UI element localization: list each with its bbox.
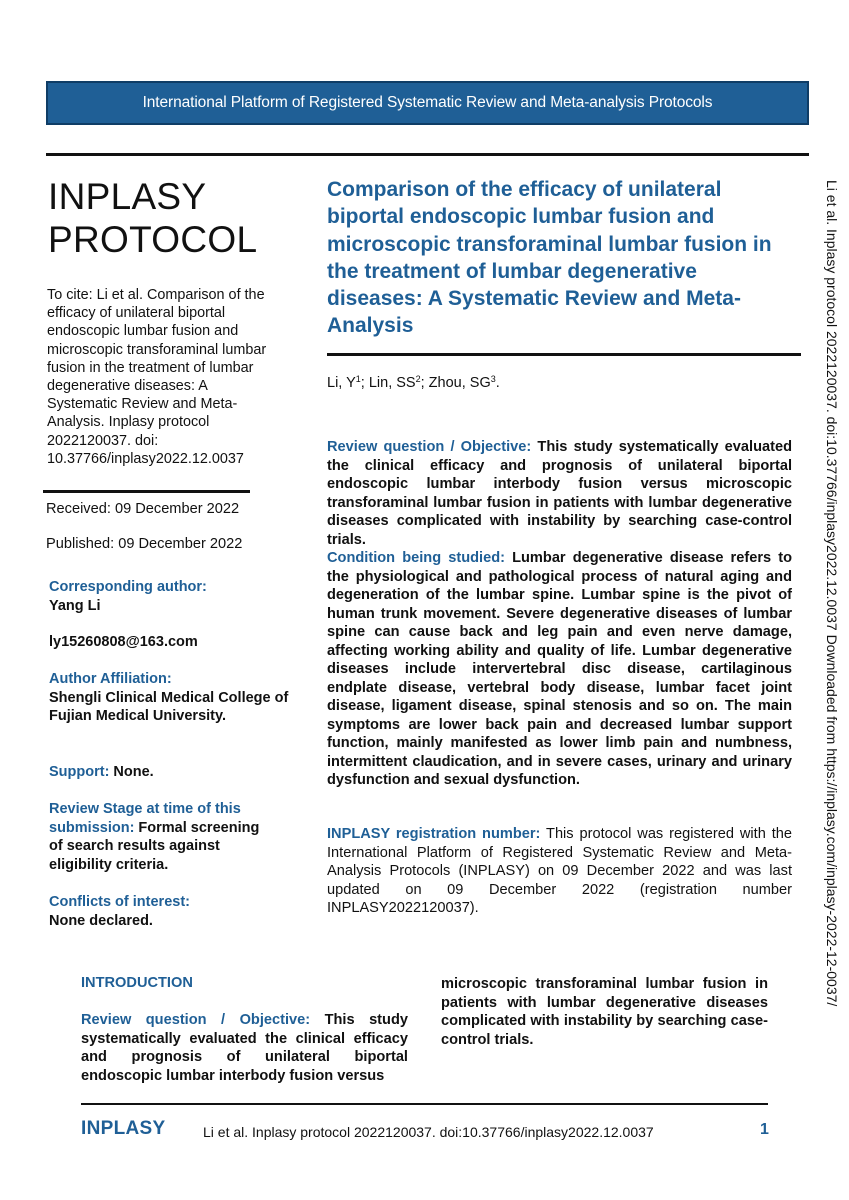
condition-label: Condition being studied: <box>327 550 505 566</box>
intro-review-question-label: Review question / Objective: <box>81 1012 311 1028</box>
author-list <box>327 374 500 391</box>
left-divider <box>43 490 250 493</box>
support-text: None. <box>109 764 154 780</box>
author-list-end: . <box>495 375 500 391</box>
intro-column-1 <box>81 1011 408 1085</box>
conflicts-block <box>49 893 289 930</box>
top-divider <box>46 153 809 156</box>
heading-line-2: PROTOCOL <box>48 219 258 260</box>
title-divider <box>327 353 801 356</box>
footer-citation: Li et al. Inplasy protocol 2022120037. doi:10.37766/inplasy2022.12.0037 <box>203 1124 654 1140</box>
footer-divider <box>81 1103 768 1105</box>
support-block <box>49 763 289 782</box>
review-question-paragraph <box>327 438 792 549</box>
received-date: Received: 09 December 2022 <box>46 501 240 517</box>
registration-text: This protocol was registered with the International Platform of Registered Systematic Review and Meta-Analysis Protocols (INPLASY) on 09 December 2022 and was last updated on 09 December 2022 (registration number INPLASY2022120037). <box>327 826 793 916</box>
review-question-text: This study systematically evaluated the clinical efficacy and prognosis of unilateral biportal endoscopic lumbar interbody fusion versus microscopic transforaminal lumbar fusion in patients with lumbar degenerative diseases complicated with instability by searching case-control trials. <box>327 439 792 548</box>
author-email: ly15260808@163.com <box>49 634 198 650</box>
author-1: Li, Y <box>327 375 356 391</box>
author-2-sup: 2 <box>415 374 421 384</box>
corresponding-author-block <box>49 578 289 615</box>
author-3-sup: 3 <box>490 374 496 384</box>
intro-column-2: microscopic transforaminal lumbar fusion in patients with lumbar degenerative diseases complicated with instability by searching case-control trials. <box>441 976 768 1048</box>
download-sidebar: Li et al. Inplasy protocol 2022120037. doi:10.37766/inplasy2022.12.0037 Downloaded from https://inplasy.com/inplasy-2022-12-0037/ <box>824 180 840 1007</box>
citation-text: To cite: Li et al. Comparison of the efficacy of unilateral biportal endoscopic lumbar fusion and microscopic transforaminal lumbar fusion in the treatment of lumbar degenerative diseases: A Systematic Review and Meta-Analysis. Inplasy protocol 2022120037. doi: 10.37766/inplasy2022.12.0037 <box>47 287 267 467</box>
author-1-sup: 1 <box>355 374 361 384</box>
registration-label: INPLASY registration number: <box>327 826 541 842</box>
review-stage-text: Formal screening of search results against eligibility criteria. <box>49 819 260 873</box>
published-date: Published: 09 December 2022 <box>46 536 243 552</box>
support-label: Support: <box>49 764 110 780</box>
protocol-heading <box>48 175 257 261</box>
intro-column-1-text: This study systematically evaluated the clinical efficacy and prognosis of unilateral biportal endoscopic lumbar interbody fusion versus <box>81 1012 408 1084</box>
footer-brand: INPLASY <box>81 1118 166 1139</box>
platform-banner <box>46 81 809 125</box>
condition-text: Lumbar degenerative disease refers to the physiological and pathological process of natural aging and degeneration of the lumbar spine. Lumbar spine is the pivot of human trunk movement. Severe degenerative diseases of lumbar spine can cause back and leg pain and even nerve damage, affecting working ability and quality of life. Lumbar degenerative diseases include intervertebral disc disease, cartilaginous endplate disease, vertebral body disease, lumbar facet joint disease, ligament disease, spinal stenosis and so on. The main symptoms are lower back pain and decreased lumbar support function, mainly manifested as lower limb pain and numbness, intermittent claudication, and in severe cases, urinary and urinary dysfunction and sexual dysfunction. <box>327 550 793 788</box>
author-2: ; Lin, SS <box>360 375 416 391</box>
review-stage-label: Review Stage at time of this submission: <box>49 801 241 836</box>
page-number: 1 <box>760 1121 769 1138</box>
review-stage-block <box>49 800 277 874</box>
banner-text: International Platform of Registered Systematic Review and Meta-analysis Protocols <box>142 94 713 111</box>
review-question-label: Review question / Objective: <box>327 439 532 455</box>
registration-paragraph <box>327 825 792 918</box>
corresponding-author-label: Corresponding author: <box>49 579 207 595</box>
affiliation-block <box>49 670 289 726</box>
heading-line-1: INPLASY <box>48 176 207 217</box>
condition-paragraph <box>327 549 792 790</box>
author-3: ; Zhou, SG <box>420 375 491 391</box>
conflicts-text: None declared. <box>49 912 153 929</box>
affiliation-label: Author Affiliation: <box>49 671 172 687</box>
introduction-heading: INTRODUCTION <box>81 975 193 991</box>
affiliation-text: Shengli Clinical Medical College of Fujian Medical University. <box>49 689 289 724</box>
corresponding-author-name: Yang Li <box>49 597 101 614</box>
conflicts-label: Conflicts of interest: <box>49 894 190 910</box>
paper-title: Comparison of the efficacy of unilateral biportal endoscopic lumbar fusion and microscopic transforaminal lumbar fusion in the treatment of lumbar degenerative diseases: A Systematic Review and Meta-Analysis <box>327 178 772 338</box>
